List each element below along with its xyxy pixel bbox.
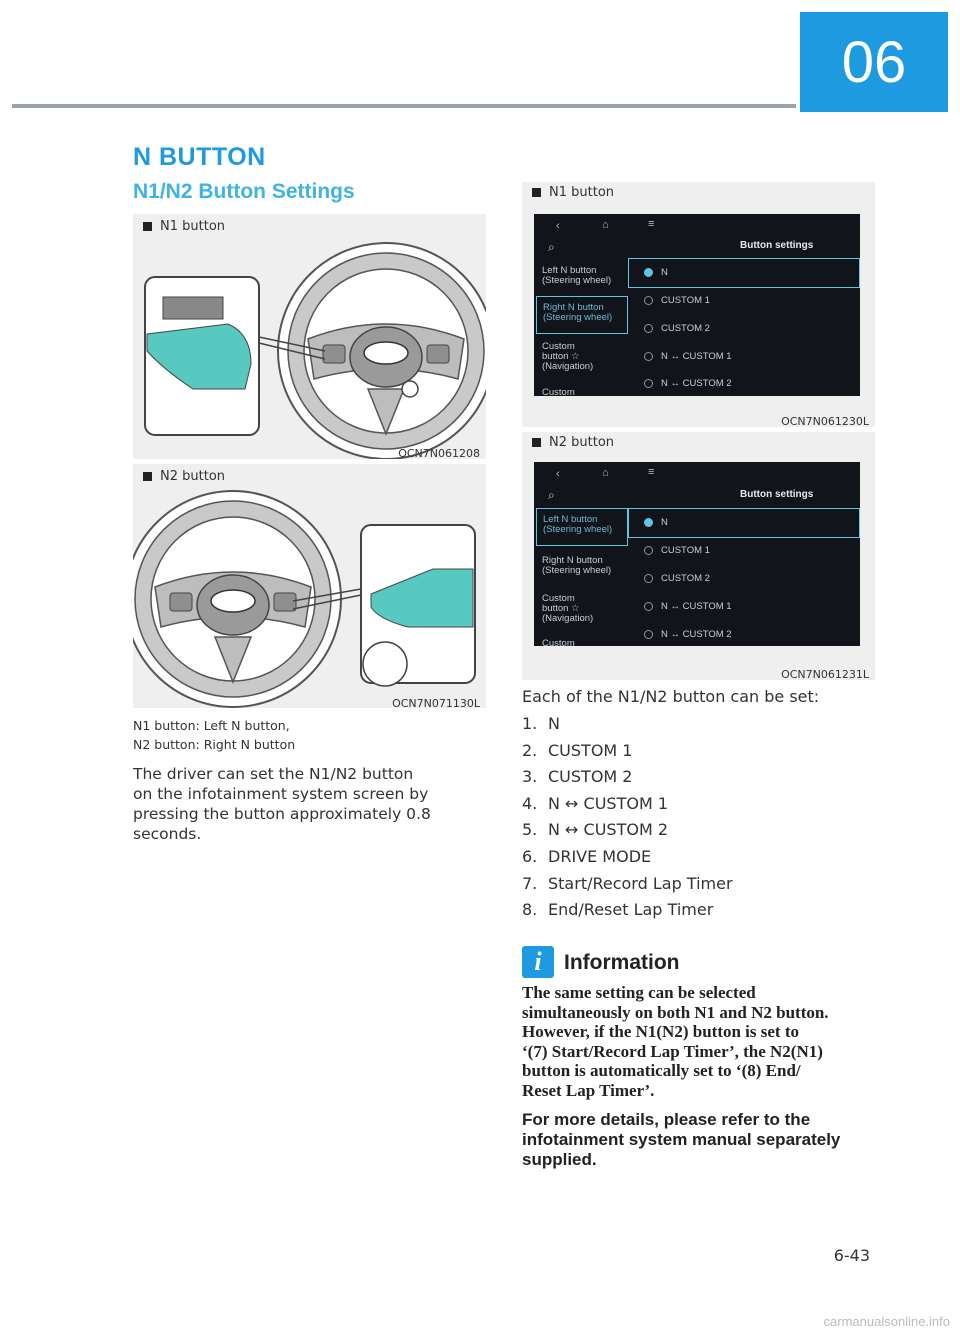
menu-icon: ≡ bbox=[648, 466, 655, 478]
button-note bbox=[133, 716, 295, 754]
header-rule bbox=[12, 104, 796, 108]
menu-right-n[interactable]: Right N button (Steering wheel) bbox=[536, 296, 628, 334]
menu-custom-nav[interactable]: Custom button ☆ (Navigation) bbox=[542, 341, 594, 372]
information-title: Information bbox=[564, 951, 680, 974]
subsection-title: N1/N2 Button Settings bbox=[133, 180, 355, 203]
infotainment-screen bbox=[534, 462, 860, 649]
infotainment-screen bbox=[534, 214, 860, 396]
figure-caption bbox=[143, 219, 225, 234]
list-item: 6. DRIVE MODE bbox=[522, 846, 652, 866]
radio-selected-icon bbox=[644, 268, 653, 277]
menu-icon: ≡ bbox=[648, 218, 655, 230]
driver-instruction bbox=[133, 764, 431, 844]
option-custom1[interactable]: CUSTOM 1 bbox=[644, 545, 710, 556]
radio-icon bbox=[644, 546, 653, 555]
list-item: 5. N ↔ CUSTOM 2 bbox=[522, 820, 669, 840]
caption-text: N2 button bbox=[549, 435, 615, 450]
watermark: carmanualsonline.info bbox=[823, 1314, 950, 1329]
text-line: The driver can set the N1/N2 button bbox=[133, 765, 414, 783]
search-icon: ⌕ bbox=[548, 488, 555, 502]
text-line: seconds. bbox=[133, 825, 202, 843]
figure-caption bbox=[532, 185, 614, 200]
option-n-custom2[interactable]: N ↔ CUSTOM 2 bbox=[644, 378, 732, 389]
list-item: 2. CUSTOM 1 bbox=[522, 740, 633, 760]
figure-code: OCN7N061231L bbox=[781, 668, 869, 681]
home-icon: ⌂ bbox=[602, 467, 609, 479]
radio-selected-icon bbox=[644, 518, 653, 527]
chapter-tab: 06 bbox=[800, 12, 948, 112]
back-icon: ‹ bbox=[556, 468, 560, 480]
option-n-custom1[interactable]: N ↔ CUSTOM 1 bbox=[644, 351, 732, 362]
figure-code: OCN7N061230L bbox=[781, 415, 869, 428]
figure-n1-steering bbox=[133, 214, 486, 459]
radio-icon bbox=[644, 379, 653, 388]
list-item: 3. CUSTOM 2 bbox=[522, 767, 633, 787]
figure-n2-screen bbox=[522, 432, 875, 680]
figure-caption bbox=[143, 469, 225, 484]
list-item: 7. Start/Record Lap Timer bbox=[522, 873, 733, 893]
radio-icon bbox=[644, 352, 653, 361]
figure-code: OCN7N061208 bbox=[398, 447, 480, 460]
option-n-custom2[interactable]: N ↔ CUSTOM 2 bbox=[644, 629, 732, 640]
text-line: on the infotainment system screen by bbox=[133, 785, 429, 803]
screen-title: Button settings bbox=[740, 489, 814, 500]
search-icon: ⌕ bbox=[548, 240, 555, 254]
radio-icon bbox=[644, 630, 653, 639]
bullet-square-icon bbox=[532, 188, 541, 197]
settings-list bbox=[522, 714, 733, 927]
figure-caption bbox=[532, 435, 614, 450]
caption-text: N1 button bbox=[549, 185, 615, 200]
figure-n1-screen bbox=[522, 182, 875, 427]
option-custom2[interactable]: CUSTOM 2 bbox=[644, 573, 710, 584]
list-item: 1. N bbox=[522, 714, 560, 733]
steering-wheel-illustration bbox=[133, 489, 486, 708]
option-custom1[interactable]: CUSTOM 1 bbox=[644, 295, 710, 306]
steering-wheel-illustration bbox=[133, 239, 486, 459]
bullet-square-icon bbox=[532, 438, 541, 447]
figure-n2-steering bbox=[133, 464, 486, 708]
page-number: 6-43 bbox=[833, 1246, 870, 1265]
option-n-custom1[interactable]: N ↔ CUSTOM 1 bbox=[644, 601, 732, 612]
radio-icon bbox=[644, 602, 653, 611]
list-intro: Each of the N1/N2 button can be set: bbox=[522, 687, 820, 706]
text-line: pressing the button approximately 0.8 bbox=[133, 805, 431, 823]
menu-right-n[interactable]: Right N button (Steering wheel) bbox=[542, 555, 612, 576]
back-icon: ‹ bbox=[556, 220, 560, 232]
menu-custom[interactable]: Custom bbox=[542, 638, 575, 649]
caption-text: N1 button bbox=[160, 219, 226, 234]
figure-code: OCN7N071130L bbox=[392, 697, 480, 710]
information-icon: i bbox=[522, 946, 554, 978]
menu-custom-nav[interactable]: Custom button ☆ (Navigation) bbox=[542, 593, 594, 624]
section-title: N BUTTON bbox=[133, 143, 266, 171]
option-n[interactable]: N bbox=[644, 267, 668, 278]
radio-icon bbox=[644, 324, 653, 333]
note-line: N1 button: Left N button, bbox=[133, 718, 290, 733]
list-item: 8. End/Reset Lap Timer bbox=[522, 900, 714, 920]
menu-custom[interactable]: Custom bbox=[542, 387, 575, 398]
information-note: For more details, please refer to the infotainment system manual separately supplied. bbox=[522, 1110, 841, 1169]
caption-text: N2 button bbox=[160, 469, 226, 484]
screen-title: Button settings bbox=[740, 240, 814, 251]
option-custom2[interactable]: CUSTOM 2 bbox=[644, 323, 710, 334]
home-icon: ⌂ bbox=[602, 219, 609, 231]
radio-icon bbox=[644, 296, 653, 305]
option-n[interactable]: N bbox=[644, 517, 668, 528]
list-item: 4. N ↔ CUSTOM 1 bbox=[522, 793, 669, 813]
bullet-square-icon bbox=[143, 472, 152, 481]
menu-left-n[interactable]: Left N button (Steering wheel) bbox=[542, 265, 612, 286]
radio-icon bbox=[644, 574, 653, 583]
bullet-square-icon bbox=[143, 222, 152, 231]
note-line: N2 button: Right N button bbox=[133, 737, 296, 752]
menu-left-n[interactable]: Left N button (Steering wheel) bbox=[536, 508, 628, 546]
information-body: The same setting can be selected simultaneously on both N1 and N2 button. However, if the N1(N2) button is set to ‘(7) Start/Record Lap Timer’, the N2(N1) button is automatically set to ‘(8) End/ Reset Lap Timer’. bbox=[522, 983, 829, 1100]
